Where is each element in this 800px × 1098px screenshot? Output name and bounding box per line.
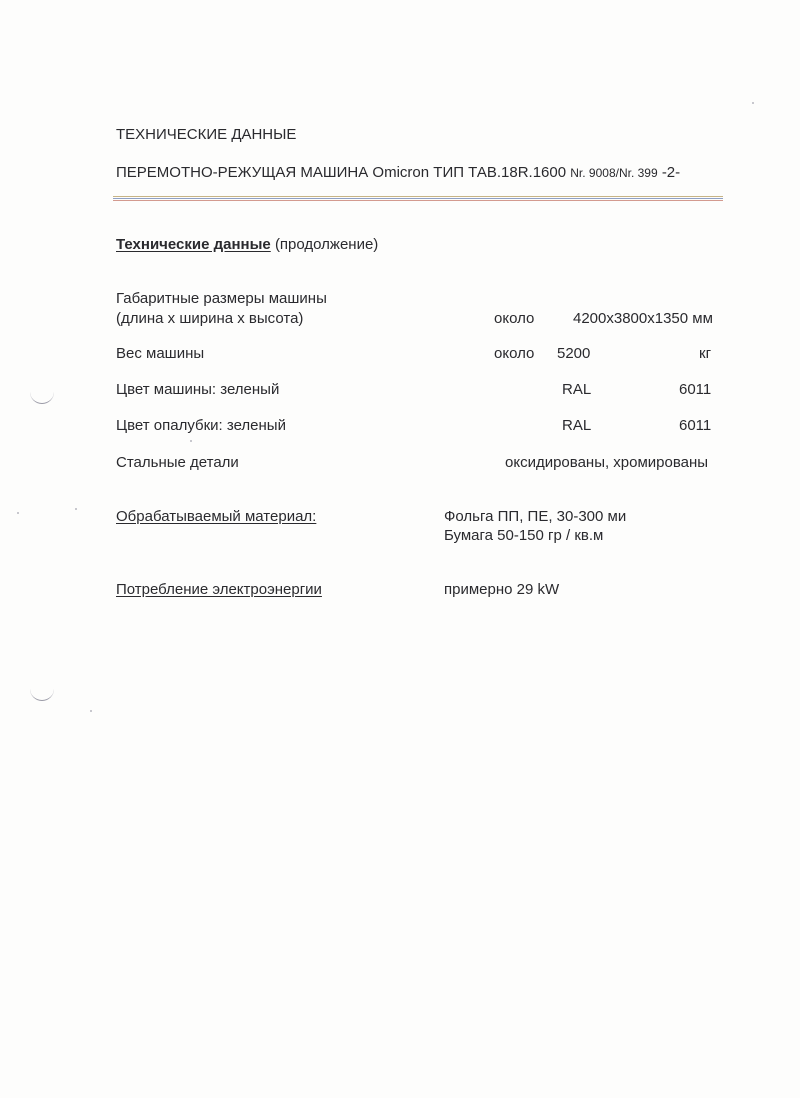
guard-color-label: Цвет опалубки: зеленый bbox=[116, 417, 286, 434]
scan-speck bbox=[75, 508, 77, 510]
header-rule bbox=[113, 198, 723, 199]
header-line bbox=[116, 164, 680, 181]
header-rule bbox=[113, 200, 723, 201]
guard-color-code: 6011 bbox=[679, 417, 712, 434]
steel-parts-label: Стальные детали bbox=[116, 454, 239, 471]
page-number: -2- bbox=[661, 164, 681, 181]
scan-speck bbox=[752, 102, 754, 104]
dimensions-label-line-1: Габаритные размеры машины bbox=[116, 290, 327, 307]
section-heading-title: Технические данные bbox=[116, 236, 271, 253]
section-heading-note: (продолжение) bbox=[274, 236, 379, 253]
page-title: ТЕХНИЧЕСКИЕ ДАННЫЕ bbox=[116, 126, 297, 143]
power-label: Потребление электроэнергии bbox=[116, 581, 322, 598]
punch-hole-mark bbox=[30, 389, 54, 404]
scan-speck bbox=[90, 710, 92, 712]
material-value-line-1: Фольга ПП, ПЕ, 30-300 ми bbox=[444, 508, 627, 525]
dimensions-label-line-2: (длина х ширина х высота) bbox=[116, 310, 304, 327]
machine-color-code: 6011 bbox=[679, 381, 712, 398]
header-rule bbox=[113, 196, 723, 197]
weight-label: Вес машины bbox=[116, 345, 205, 362]
guard-color-standard: RAL bbox=[562, 417, 592, 434]
weight-qualifier: около bbox=[494, 345, 535, 362]
weight-unit: кг bbox=[699, 345, 712, 362]
steel-parts-value: оксидированы, хромированы bbox=[505, 454, 709, 471]
material-label: Обрабатываемый материал: bbox=[116, 508, 317, 525]
serial-numbers: Nr. 9008/Nr. 399 bbox=[570, 166, 658, 180]
material-value-line-2: Бумага 50-150 гр / кв.м bbox=[444, 527, 604, 544]
punch-hole-mark bbox=[30, 686, 54, 701]
dimensions-value: 4200х3800х1350 мм bbox=[573, 310, 713, 327]
power-value: примерно 29 kW bbox=[444, 581, 560, 598]
weight-value: 5200 bbox=[557, 345, 591, 362]
machine-color-standard: RAL bbox=[562, 381, 592, 398]
scan-speck bbox=[190, 440, 192, 442]
scan-speck bbox=[17, 512, 19, 514]
machine-color-label: Цвет машины: зеленый bbox=[116, 381, 280, 398]
dimensions-qualifier: около bbox=[494, 310, 535, 327]
section-heading bbox=[116, 236, 378, 253]
machine-name: ПЕРЕМОТНО-РЕЖУЩАЯ МАШИНА Omicron ТИП ТАВ.18R.1600 bbox=[116, 164, 567, 181]
